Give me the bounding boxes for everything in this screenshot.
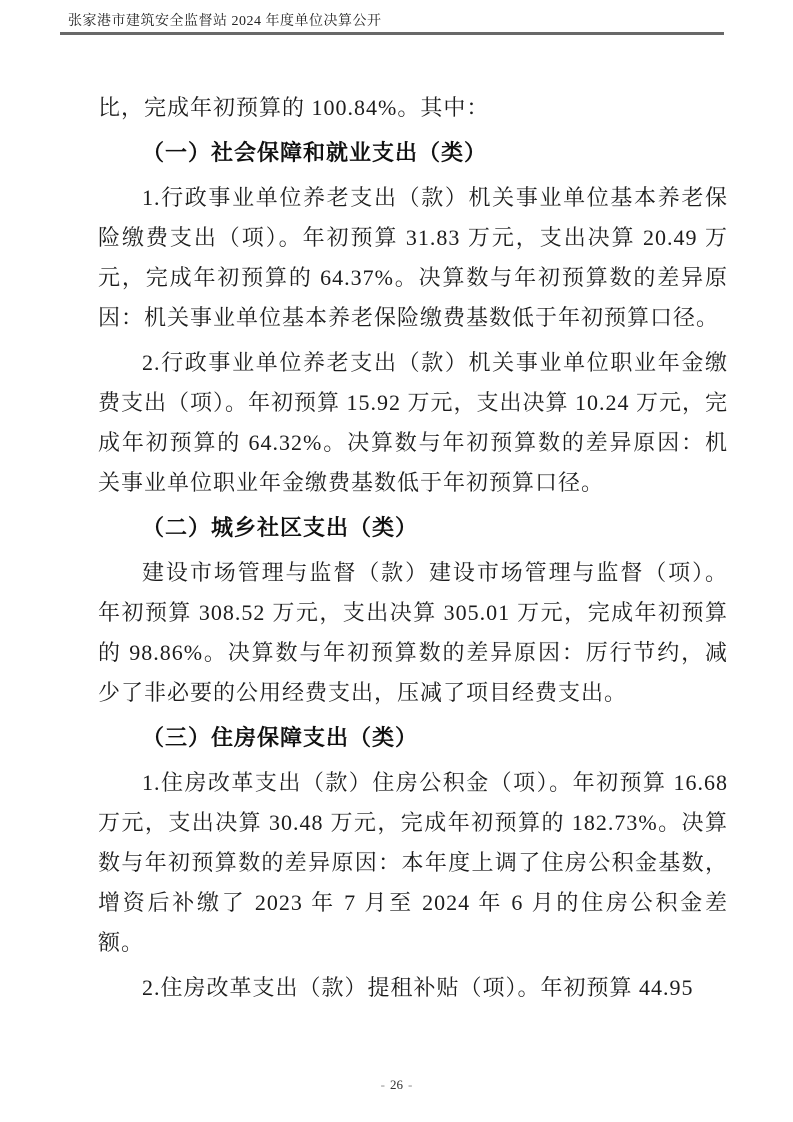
paragraph-pension-basic-insurance: 1.行政事业单位养老支出（款）机关事业单位基本养老保险缴费支出（项）。年初预算 31.83 万元，支出决算 20.49 万元，完成年初预算的 64.37%。决算数与年初预算数的差异原因：机关事业单位基本养老保险缴费基数低于年初预算口径。 xyxy=(98,185,728,330)
header-divider xyxy=(60,32,724,35)
section-heading-social-security: （一）社会保障和就业支出（类） xyxy=(142,140,488,165)
paragraph-pension-annuity: 2.行政事业单位养老支出（款）机关事业单位职业年金缴费支出（项）。年初预算 15.92 万元，支出决算 10.24 万元，完成年初预算的 64.32%。决算数与年初预算数的差异原因：机关事业单位职业年金缴费基数低于年初预算口径。 xyxy=(98,350,729,495)
footer-dash-left: - xyxy=(380,1077,385,1092)
section-heading-urban-rural-community: （二）城乡社区支出（类） xyxy=(142,515,419,540)
page-footer xyxy=(0,1077,793,1093)
paragraph-rent-subsidy: 2.住房改革支出（款）提租补贴（项）。年初预算 44.95 xyxy=(142,975,694,1000)
section-heading-housing-security: （三）住房保障支出（类） xyxy=(142,725,419,750)
footer-dash-right: - xyxy=(408,1077,413,1092)
page-number: 26 xyxy=(390,1077,403,1092)
paragraph-total-completion: 比，完成年初预算的 100.84%。其中： xyxy=(98,95,490,120)
paragraph-construction-market: 建设市场管理与监督（款）建设市场管理与监督（项）。年初预算 308.52 万元，支出决算 305.01 万元，完成年初预算的 98.86%。决算数与年初预算数的差异原因：厉行节约，减少了非必要的公用经费支出，压减了项目经费支出。 xyxy=(98,560,728,705)
header-title: 张家港市建筑安全监督站 2024 年度单位决算公开 xyxy=(68,14,382,29)
document-body xyxy=(98,83,728,1013)
paragraph-housing-fund: 1.住房改革支出（款）住房公积金（项）。年初预算 16.68 万元，支出决算 30.48 万元，完成年初预算的 182.73%。决算数与年初预算数的差异原因：本年度上调了住房公积金基数，增资后补缴了 2023 年 7 月至 2024 年 6 月的住房公积金差额。 xyxy=(98,770,728,955)
